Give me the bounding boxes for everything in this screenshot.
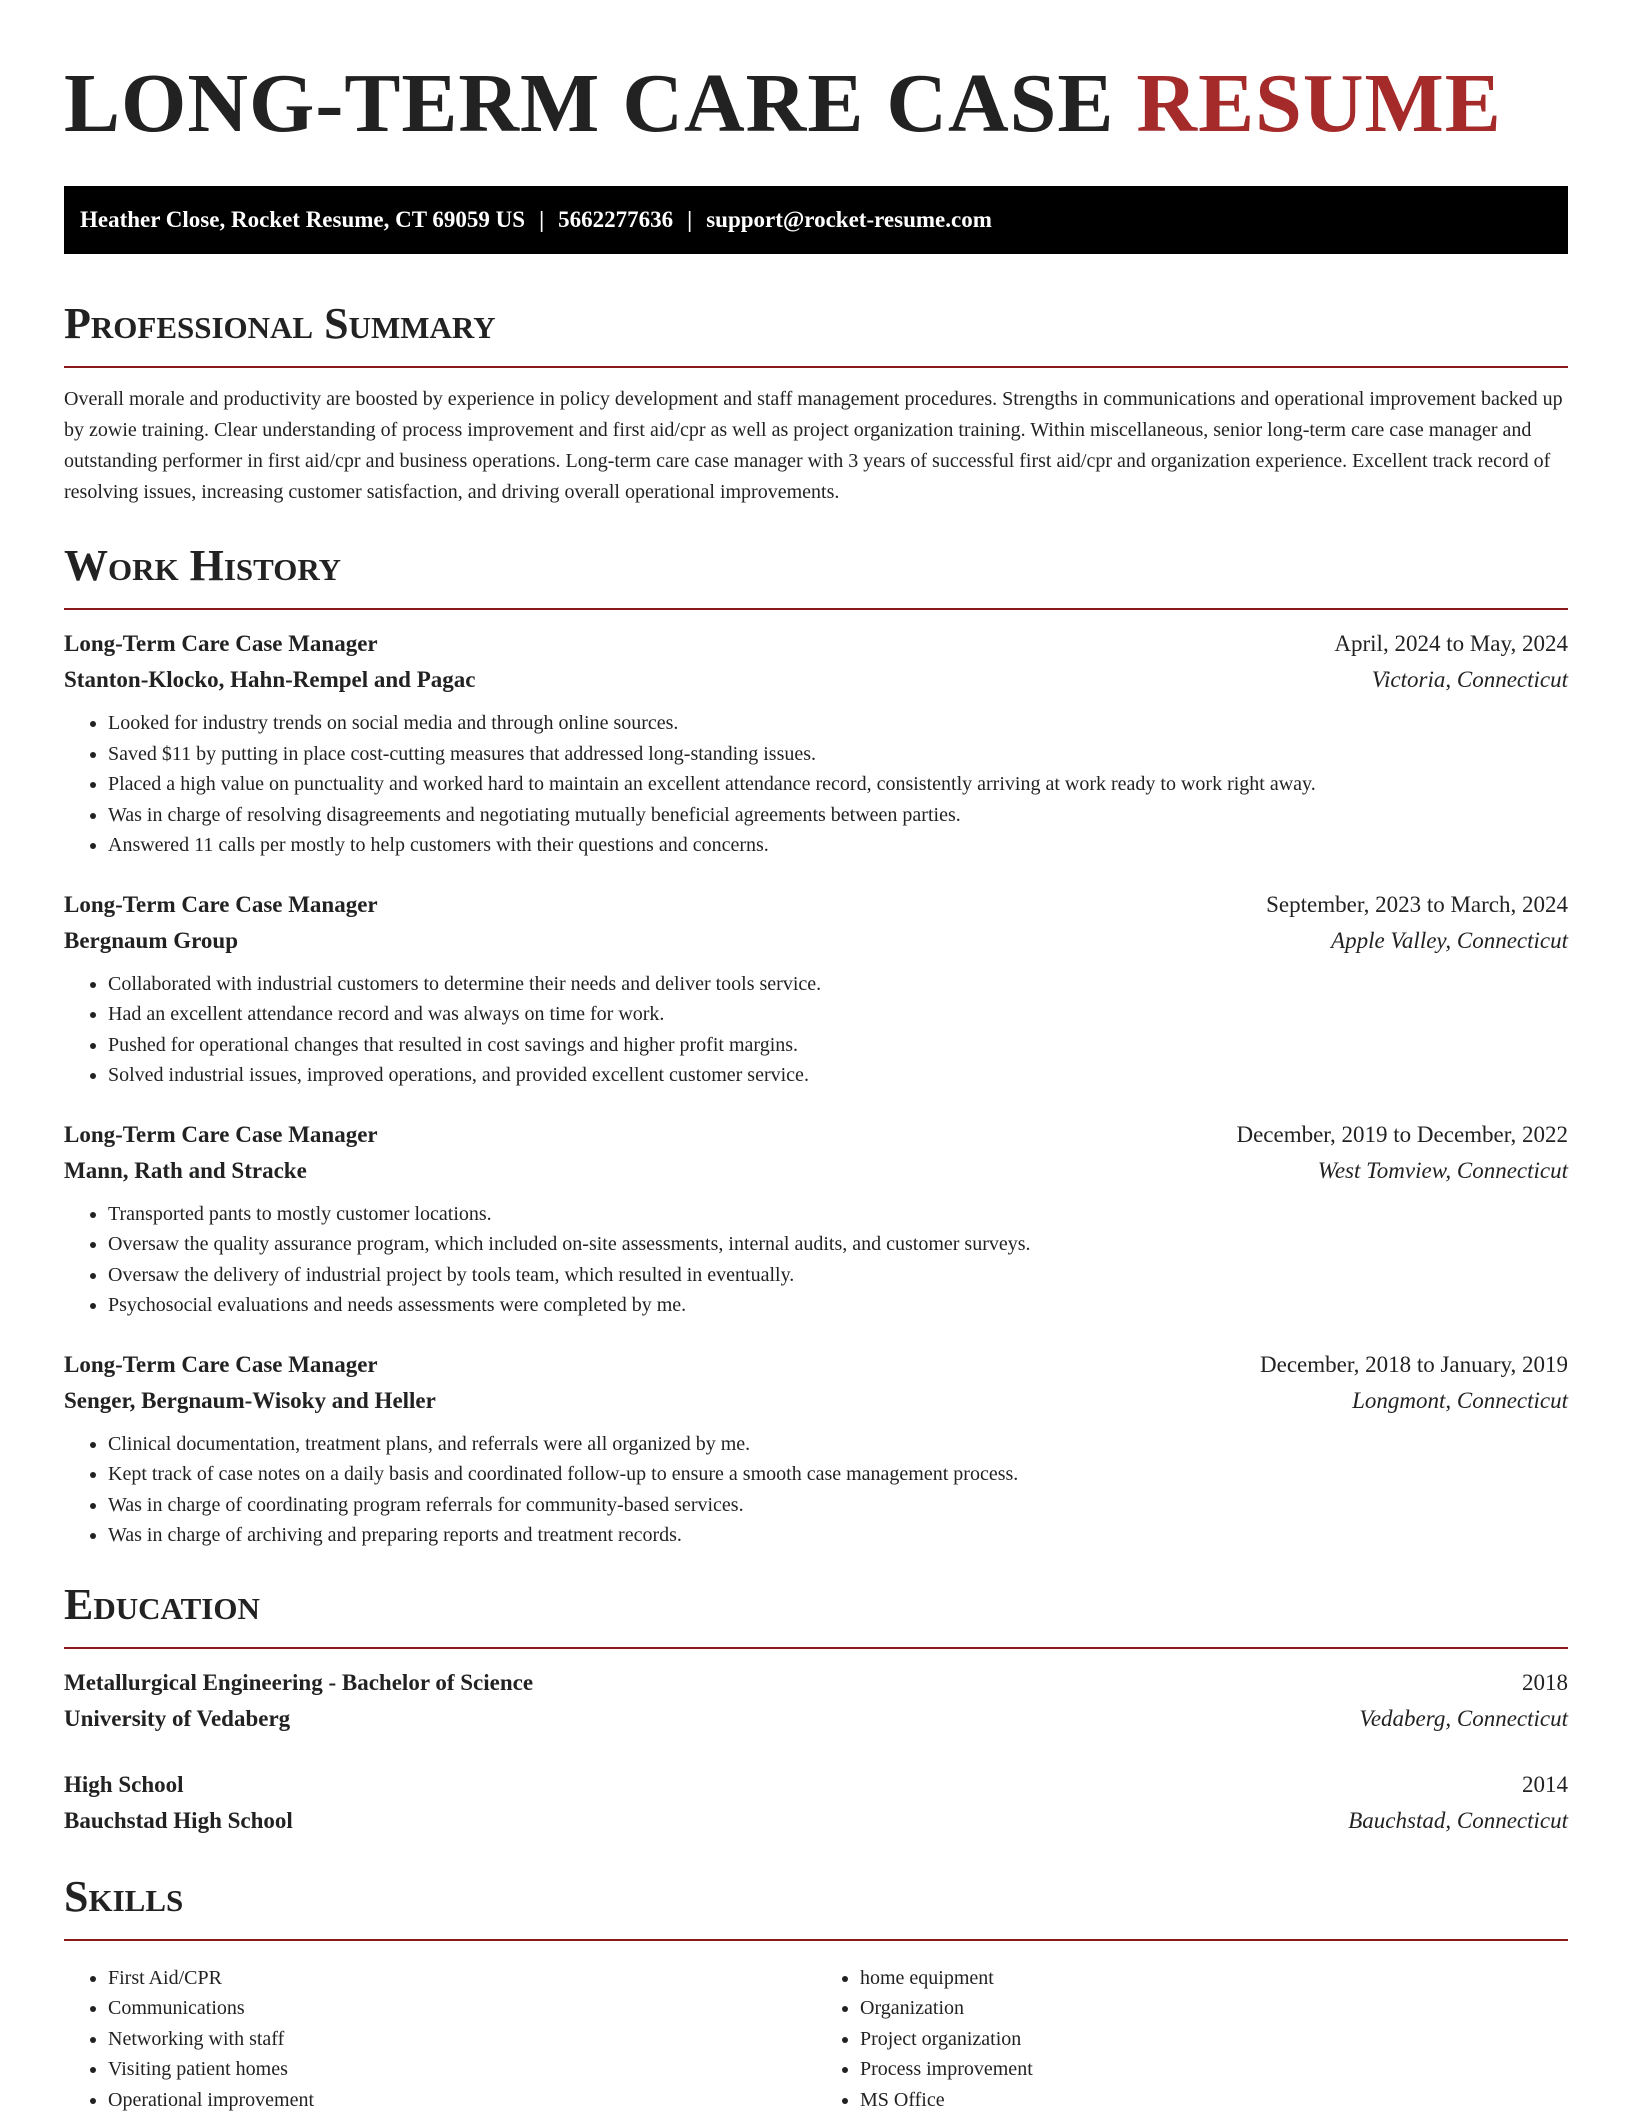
education-entry bbox=[64, 1767, 1568, 1839]
contact-email[interactable]: support@rocket-resume.com bbox=[706, 207, 992, 232]
education-degree: High School bbox=[64, 1767, 184, 1803]
skills-grid bbox=[64, 1957, 1568, 2115]
education-header-row bbox=[64, 1767, 1568, 1803]
job-bullet: • Oversaw the delivery of industrial project by tools team, which resulted in eventually. bbox=[108, 1260, 1568, 1291]
job-header-row bbox=[64, 1117, 1568, 1153]
work-history-list bbox=[64, 626, 1568, 1551]
education-school: Bauchstad High School bbox=[64, 1803, 293, 1839]
job-entry bbox=[64, 626, 1568, 861]
job-bullet: • Was in charge of resolving disagreements and negotiating mutually beneficial agreements between parties. bbox=[108, 800, 1568, 831]
education-header-row bbox=[64, 1665, 1568, 1701]
job-company-row bbox=[64, 662, 1568, 698]
job-bullet-list bbox=[64, 1199, 1568, 1321]
title-accent: RESUME bbox=[1136, 57, 1501, 150]
job-bullet: • Was in charge of coordinating program referrals for community-based services. bbox=[108, 1490, 1568, 1521]
job-bullet: • Was in charge of archiving and preparing reports and treatment records. bbox=[108, 1520, 1568, 1551]
education-list bbox=[64, 1665, 1568, 1839]
job-entry bbox=[64, 1347, 1568, 1551]
job-title: Long-Term Care Case Manager bbox=[64, 887, 378, 923]
skills-column-right bbox=[816, 1963, 1568, 2115]
contact-address: Heather Close, Rocket Resume, CT 69059 US bbox=[80, 207, 525, 232]
resume-title bbox=[64, 56, 1568, 152]
job-bullet-list bbox=[64, 969, 1568, 1091]
job-title: Long-Term Care Case Manager bbox=[64, 1117, 378, 1153]
job-bullet: • Pushed for operational changes that resulted in cost savings and higher profit margins. bbox=[108, 1030, 1568, 1061]
section-heading-skills: Skills bbox=[64, 1869, 1568, 1925]
education-entry bbox=[64, 1665, 1568, 1737]
job-company: Mann, Rath and Stracke bbox=[64, 1153, 307, 1189]
contact-bar bbox=[64, 186, 1568, 254]
job-entry bbox=[64, 1117, 1568, 1321]
job-bullet: • Oversaw the quality assurance program, which included on-site assessments, internal audits, and customer surveys. bbox=[108, 1229, 1568, 1260]
job-company-row bbox=[64, 923, 1568, 959]
job-location: West Tomview, Connecticut bbox=[1318, 1153, 1568, 1189]
section-heading-education: Education bbox=[64, 1577, 1568, 1633]
job-location: Apple Valley, Connecticut bbox=[1331, 923, 1568, 959]
skill-item: • Project organization bbox=[860, 2024, 1568, 2055]
job-bullet: • Solved industrial issues, improved operations, and provided excellent customer service. bbox=[108, 1060, 1568, 1091]
section-heading-summary: Professional Summary bbox=[64, 296, 1568, 352]
job-dates: September, 2023 to March, 2024 bbox=[1266, 887, 1568, 923]
skill-item: • MS Office bbox=[860, 2085, 1568, 2115]
job-bullet: • Answered 11 calls per mostly to help customers with their questions and concerns. bbox=[108, 830, 1568, 861]
job-company-row bbox=[64, 1383, 1568, 1419]
education-location: Vedaberg, Connecticut bbox=[1359, 1701, 1568, 1737]
job-bullet: • Psychosocial evaluations and needs assessments were completed by me. bbox=[108, 1290, 1568, 1321]
skill-item: • Visiting patient homes bbox=[108, 2054, 816, 2085]
job-dates: December, 2019 to December, 2022 bbox=[1236, 1117, 1568, 1153]
contact-separator: | bbox=[673, 207, 706, 232]
section-divider bbox=[64, 1939, 1568, 1941]
job-bullet-list bbox=[64, 708, 1568, 861]
skill-item: • home equipment bbox=[860, 1963, 1568, 1994]
education-year: 2014 bbox=[1522, 1767, 1568, 1803]
title-main: LONG-TERM CARE CASE bbox=[64, 57, 1114, 150]
education-school-row bbox=[64, 1803, 1568, 1839]
job-bullet: • Placed a high value on punctuality and worked hard to maintain an excellent attendance record, consistently arriving at work ready to work right away. bbox=[108, 769, 1568, 800]
education-location: Bauchstad, Connecticut bbox=[1348, 1803, 1568, 1839]
section-divider bbox=[64, 608, 1568, 610]
contact-separator: | bbox=[525, 207, 558, 232]
job-bullet-list bbox=[64, 1429, 1568, 1551]
skill-item: • Process improvement bbox=[860, 2054, 1568, 2085]
job-company: Stanton-Klocko, Hahn-Rempel and Pagac bbox=[64, 662, 475, 698]
job-dates: April, 2024 to May, 2024 bbox=[1334, 626, 1568, 662]
summary-text: Overall morale and productivity are boosted by experience in policy development and staff management procedures. Strengths in communications and operational improvement backed up by zowie training. Clear understanding of process improvement and first aid/cpr as well as project organization training. Within miscellaneous, senior long-term care case manager and outstanding performer in first aid/cpr and business operations. Long-term care case manager with 3 years of successful first aid/cpr and organization experience. Excellent track record of resolving issues, increasing customer satisfaction, and driving overall operational improvements. bbox=[64, 384, 1568, 508]
job-bullet: • Transported pants to mostly customer locations. bbox=[108, 1199, 1568, 1230]
job-header-row bbox=[64, 626, 1568, 662]
job-location: Victoria, Connecticut bbox=[1372, 662, 1568, 698]
education-year: 2018 bbox=[1522, 1665, 1568, 1701]
job-entry bbox=[64, 887, 1568, 1091]
skill-item: • Organization bbox=[860, 1993, 1568, 2024]
section-divider bbox=[64, 1647, 1568, 1649]
education-degree: Metallurgical Engineering - Bachelor of Science bbox=[64, 1665, 533, 1701]
job-location: Longmont, Connecticut bbox=[1352, 1383, 1568, 1419]
skill-item: • Operational improvement bbox=[108, 2085, 816, 2115]
job-header-row bbox=[64, 887, 1568, 923]
skill-item: • First Aid/CPR bbox=[108, 1963, 816, 1994]
job-company: Bergnaum Group bbox=[64, 923, 238, 959]
job-bullet: • Clinical documentation, treatment plans, and referrals were all organized by me. bbox=[108, 1429, 1568, 1460]
job-bullet: • Saved $11 by putting in place cost-cutting measures that addressed long-standing issues. bbox=[108, 739, 1568, 770]
section-heading-work: Work History bbox=[64, 538, 1568, 594]
job-bullet: • Kept track of case notes on a daily basis and coordinated follow-up to ensure a smooth case management process. bbox=[108, 1459, 1568, 1490]
skill-item: • Networking with staff bbox=[108, 2024, 816, 2055]
job-title: Long-Term Care Case Manager bbox=[64, 626, 378, 662]
education-school: University of Vedaberg bbox=[64, 1701, 290, 1737]
job-company-row bbox=[64, 1153, 1568, 1189]
job-title: Long-Term Care Case Manager bbox=[64, 1347, 378, 1383]
job-company: Senger, Bergnaum-Wisoky and Heller bbox=[64, 1383, 436, 1419]
education-school-row bbox=[64, 1701, 1568, 1737]
job-dates: December, 2018 to January, 2019 bbox=[1260, 1347, 1568, 1383]
section-divider bbox=[64, 366, 1568, 368]
job-header-row bbox=[64, 1347, 1568, 1383]
job-bullet: • Looked for industry trends on social media and through online sources. bbox=[108, 708, 1568, 739]
skill-item: • Communications bbox=[108, 1993, 816, 2024]
contact-phone: 5662277636 bbox=[558, 207, 673, 232]
skills-column-left bbox=[64, 1963, 816, 2115]
job-bullet: • Had an excellent attendance record and was always on time for work. bbox=[108, 999, 1568, 1030]
job-bullet: • Collaborated with industrial customers to determine their needs and deliver tools service. bbox=[108, 969, 1568, 1000]
